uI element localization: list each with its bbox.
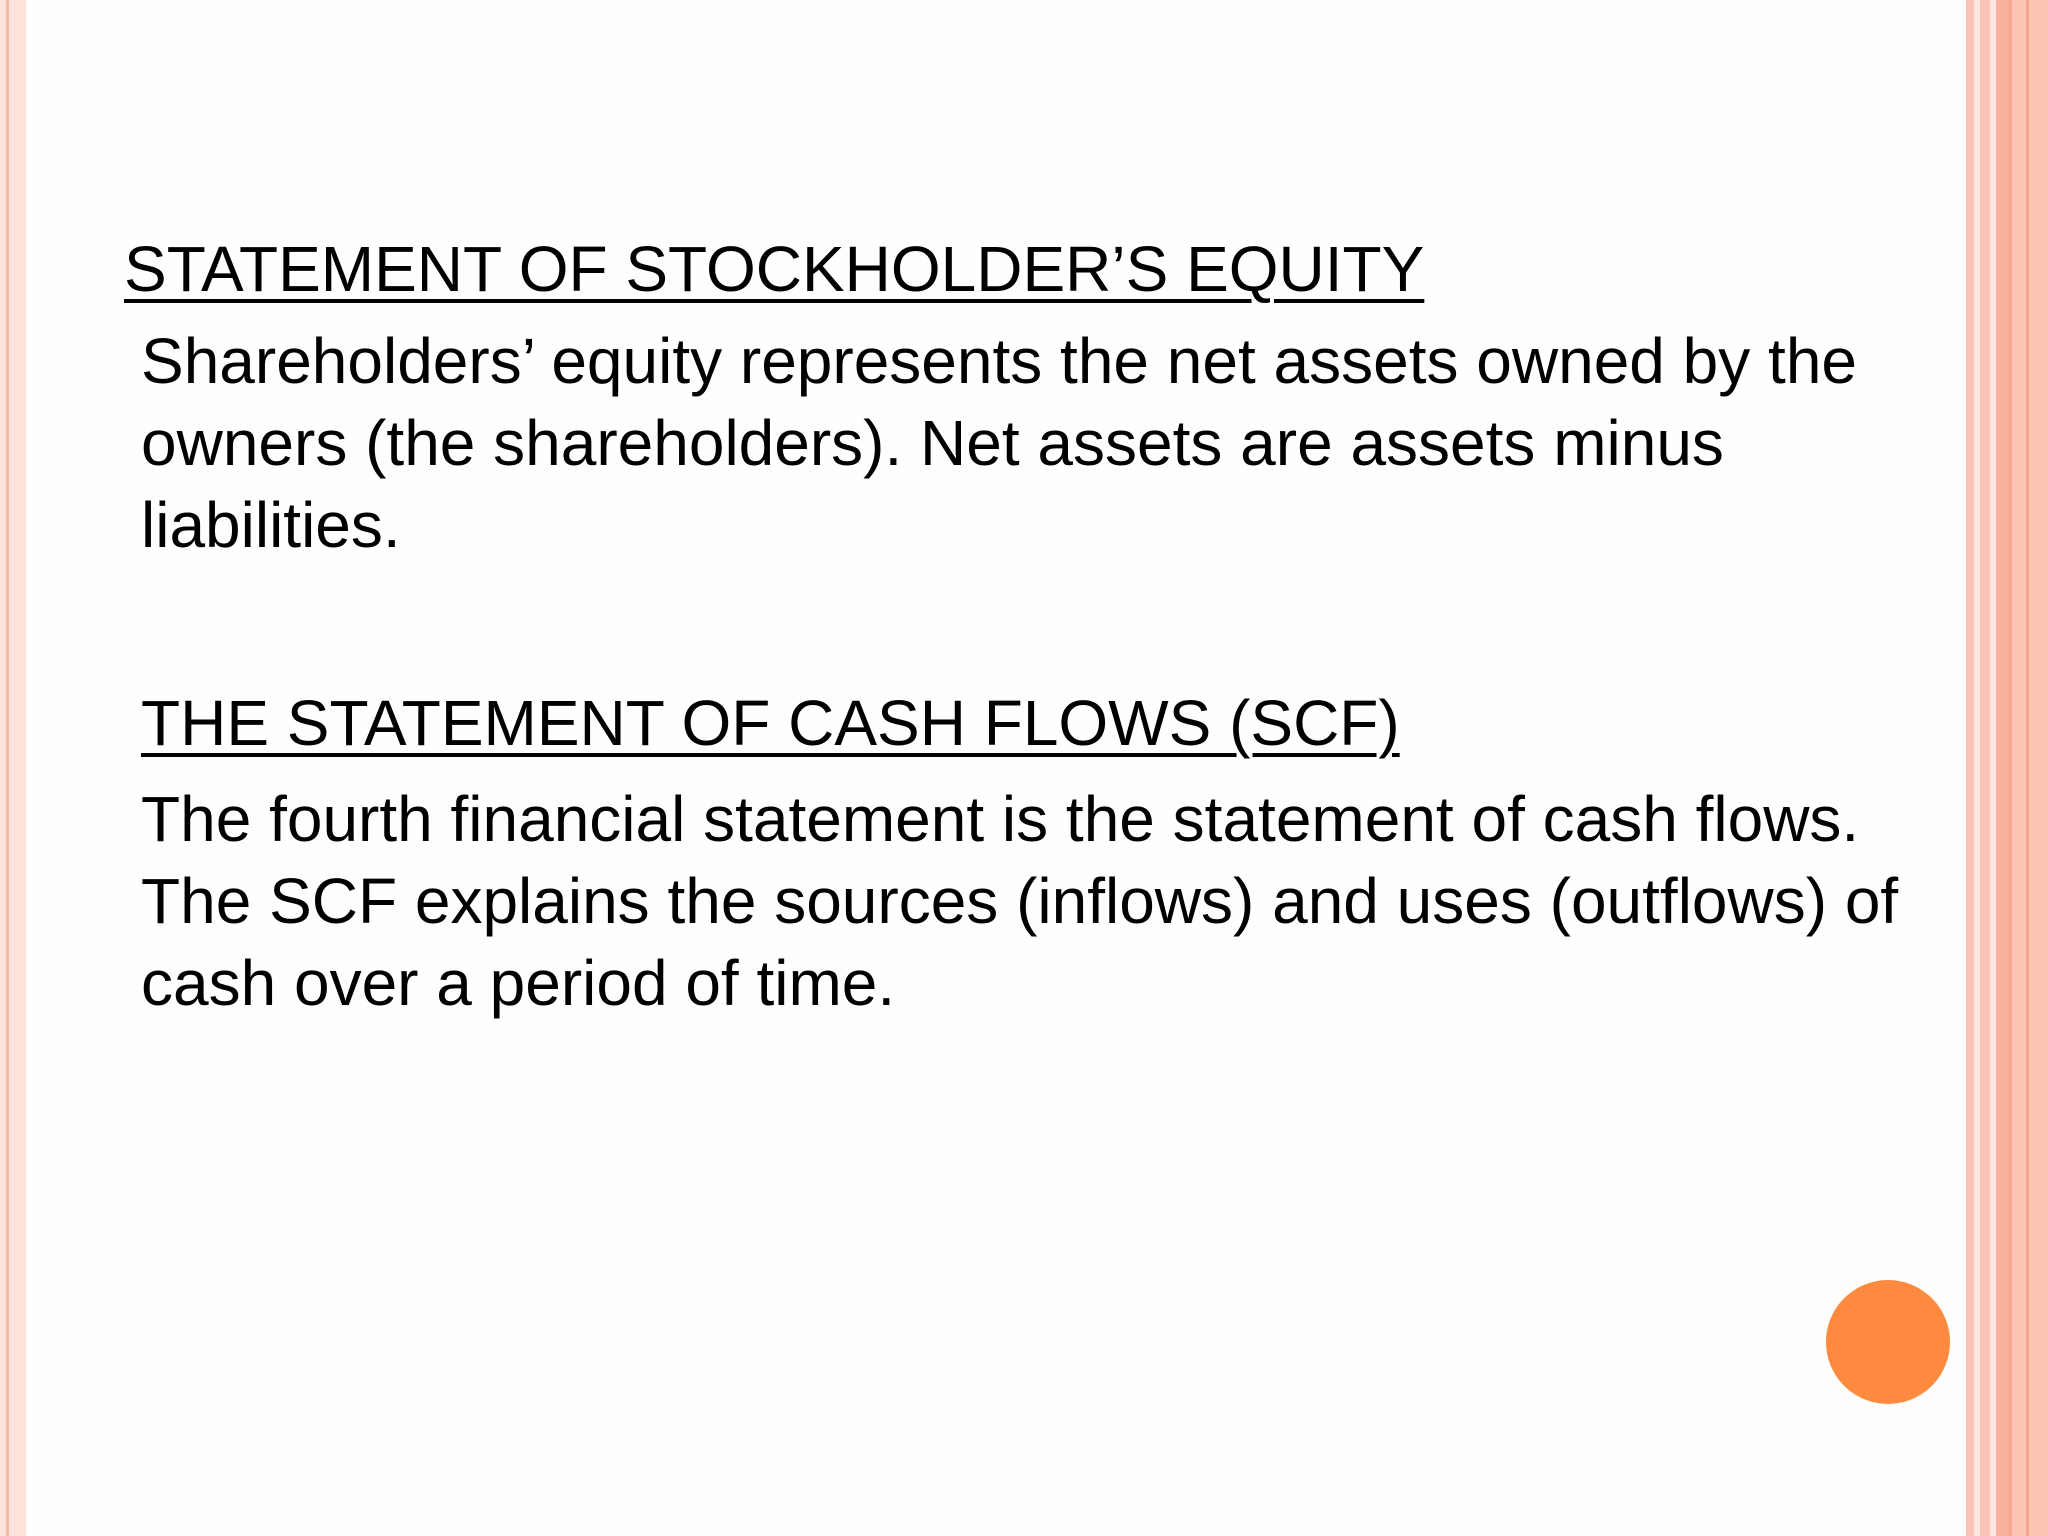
left-border-decoration (0, 0, 26, 1536)
heading-stockholders-equity: STATEMENT OF STOCKHOLDER’S EQUITY (124, 233, 1425, 305)
right-border-decoration (1966, 0, 2048, 1536)
heading-cash-flows: THE STATEMENT OF CASH FLOWS (SCF) (141, 687, 1400, 759)
paragraph-stockholders-equity: Shareholders’ equity represents the net assets owned by the owners (the shareholders). Net assets are assets minus liabilities. (141, 325, 1857, 561)
orange-circle-decoration (1826, 1280, 1950, 1404)
paragraph-cash-flows: The fourth financial statement is the statement of cash flows. The SCF explains the sources (inflows) and uses (outflows) of cash over a period of time. (141, 783, 1899, 1019)
